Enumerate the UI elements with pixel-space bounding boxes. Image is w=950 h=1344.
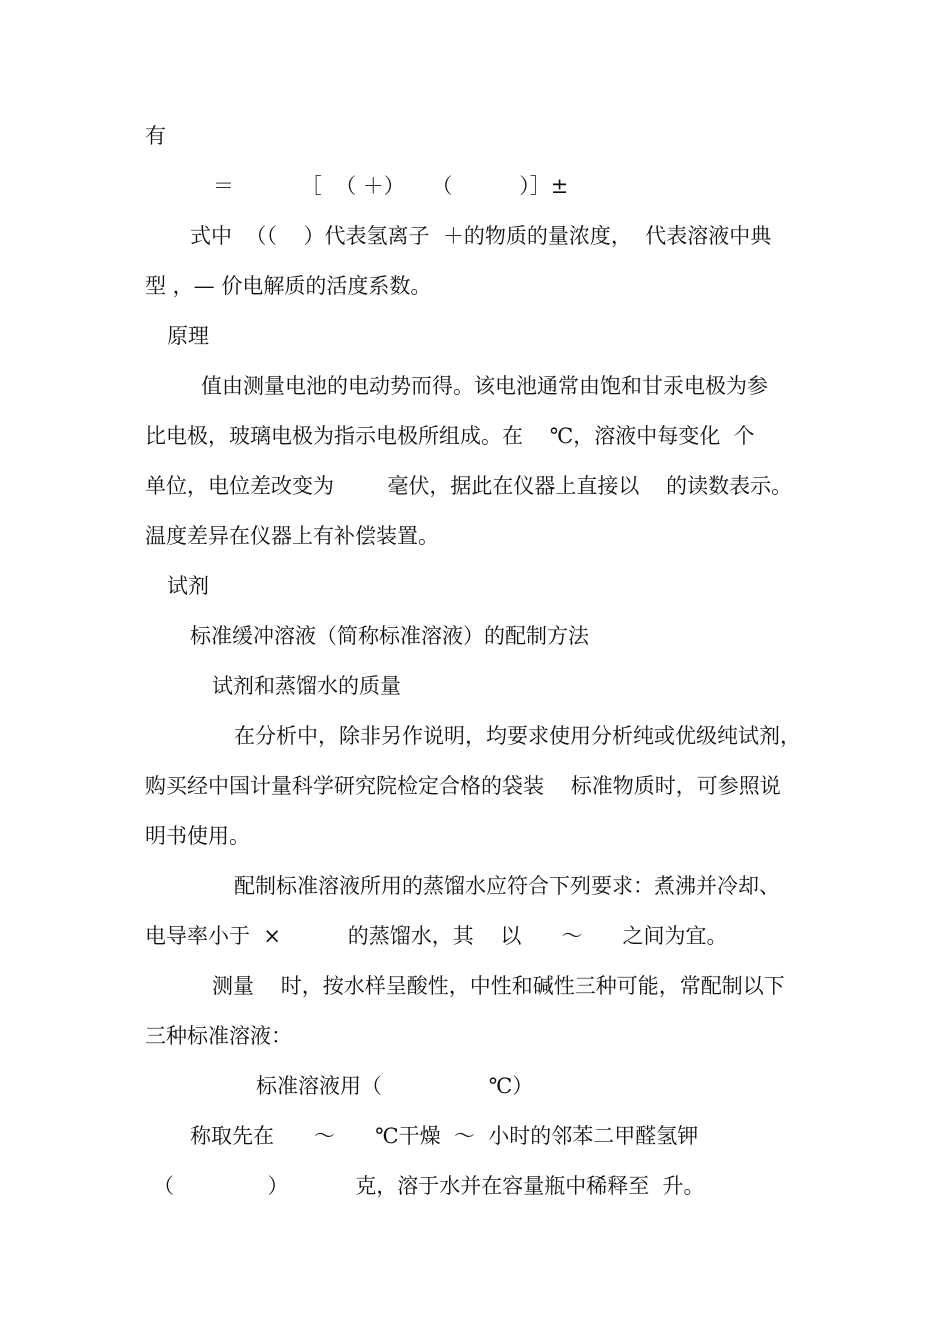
text-line-water-2: 电导率小于 × 的蒸馏水，其 以 ～ 之间为宜。 [145, 924, 728, 948]
text-line-activity-coefficient: 型 ，— 价电解质的活度系数。 [145, 274, 432, 298]
text-line-measure-2: 三种标准溶液： [145, 1024, 292, 1048]
formula-line: ＝ ［ （ ＋） （ ）］± [213, 174, 569, 198]
text-line-principle-3: 单位，电位差改变为 毫伏，据此在仪器上直接以 的读数表示。 [145, 474, 793, 498]
text-line-reagents-1: 在分析中，除非另作说明，均要求使用分析纯或优级纯试剂， [234, 724, 801, 748]
text-line-definition: 式中 （（ ）代表氢离子 ＋的物质的量浓度， 代表溶液中典 [190, 224, 772, 248]
text-line-principle-4: 温度差异在仪器上有补偿装置。 [145, 524, 439, 548]
text-line-measure-1: 测量 时，按水样呈酸性，中性和碱性三种可能，常配制以下 [212, 974, 785, 998]
text-line-principle-1: 值由测量电池的电动势而得。该电池通常由饱和甘汞电极为参 [201, 374, 768, 398]
section-heading-principle: 原理 [167, 324, 209, 348]
text-line-you: 有 [145, 124, 166, 148]
text-line-reagents-3: 明书使用。 [145, 824, 250, 848]
section-heading-reagents: 试剂 [167, 574, 209, 598]
subheading-buffer-preparation: 标准缓冲溶液（简称标准溶液）的配制方法 [190, 624, 589, 648]
text-line-weigh-2: （ ） 克，溶于水并在容量瓶中稀释至 升。 [153, 1174, 705, 1198]
subheading-standard-solution: 标准溶液用（ ℃） [256, 1074, 534, 1098]
text-line-reagents-2: 购买经中国计量科学研究院检定合格的袋装 标准物质时，可参照说 [145, 774, 781, 798]
text-line-weigh-1: 称取先在 ～ ℃干燥 ～ 小时的邻苯二甲醛氢钾 [190, 1124, 699, 1148]
text-line-principle-2: 比电极，玻璃电极为指示电极所组成。在 ℃，溶液中每变化 个 [145, 424, 755, 448]
text-line-water-1: 配制标准溶液所用的蒸馏水应符合下列要求：煮沸并冷却、 [234, 874, 780, 898]
subheading-reagent-water-quality: 试剂和蒸馏水的质量 [212, 674, 401, 698]
